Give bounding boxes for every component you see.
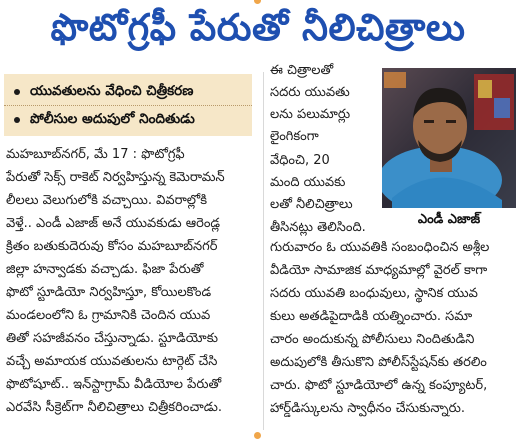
body-line: తితో సహజీవనం చేస్తున్నాడు. స్టూడియోకు [6,331,218,346]
body-line: ఫొటో స్టూడియో నిర్వహిస్తూ, కోయిలకొండ [6,285,212,300]
column-rule [263,72,264,430]
body-line: వీడియో సామాజిక మాధ్యమాల్లో వైరల్ కాగా [270,263,488,278]
body-line: చారం అందుకున్న పోలీసులు నిందితుడిని [270,332,475,347]
bullet-icon [14,117,20,123]
body-line: మహబూబ్‌నగర్, మే 17 : ఫొటోగ్రఫీ [6,147,185,162]
bullet-icon [14,89,20,95]
body-line: లీలలు వెలుగులోకి వచ్చాయి. వివరాల్లోకి [6,193,207,208]
body-line: ఎరవేసి సీక్రెట్‌గా నీలిచిత్రాలు చిత్రీకరించాడు. [6,400,222,415]
body-line: లతో నీలిచిత్రాలు [270,197,353,212]
body-line: సదరు యువతి బంధువులు, స్థానిక యువ [270,286,478,301]
body-line: మండలంలోని ఓ గ్రామానికి చెందిన యువ [6,308,211,323]
accused-photo [382,68,516,208]
body-line: సదరు యువతు [270,85,350,100]
subhead-text: యువతులను వేధించి చిత్రీకరణ [30,82,194,99]
subhead-item [14,79,246,105]
body-line: అదుపులోకి తీసుకొని పోలీస్‌స్టేషన్‌కు తరలిం [270,355,487,370]
body-line: మంది యువకు [270,175,346,190]
body-line: హార్డ్‌డిస్కులను స్వాధీనం చేసుకున్నారు. [270,401,466,416]
body-line: వెళ్తే.. ఎండీ ఎజాజ్ అనే యువకుడు ఆరెండ్ల [6,216,221,231]
body-line: క్రితం బతుకుదెరువు కోసం మహబూబ్‌నగర్ [6,239,218,254]
subheads-divider [4,105,252,106]
body-line: లను పలుమార్లు [270,107,351,122]
subhead-text: పోలీసుల అదుపులో నిందితుడు [30,110,195,127]
body-line: జిల్లా హన్వాడకు వచ్చాడు. ఫిజా పేరుతో [6,262,204,277]
subhead-item [14,107,246,133]
body-line: చారు. ఫొటో స్టూడియోలో ఉన్న కంప్యూటర్, [270,378,488,393]
body-line: పేరుతో సెక్స్ రాకెట్ నిర్వహిస్తున్న కెమెరామన్ [6,170,225,185]
body-line: వచ్చే అమాయక యువతులను టార్గెట్ చేసి [6,354,218,369]
headline: ఫొటోగ్రఫీ పేరుతో నీలిచిత్రాలు [50,6,466,49]
body-line: తీసినట్లు తెలిసింది. [270,220,366,235]
body-line: గురువారం ఓ యువతికి సంబంధించిన అశ్లీల [270,240,490,255]
photo-caption: ఎండీ ఎజాజ్ [382,208,516,234]
body-line: ఈ చిత్రాలతో [270,63,334,78]
body-line: కులు అతడిపైదాడికి యత్నించారు. సమా [270,309,473,324]
portrait-image [382,68,516,208]
body-line: వేధించి, 20 [270,153,330,168]
body-line: లైంగికంగా [270,129,319,144]
body-line: ఫొటోషూట్.. ఇన్‌స్టాగ్రామ్ వీడియోల పేరుతో [6,377,222,392]
